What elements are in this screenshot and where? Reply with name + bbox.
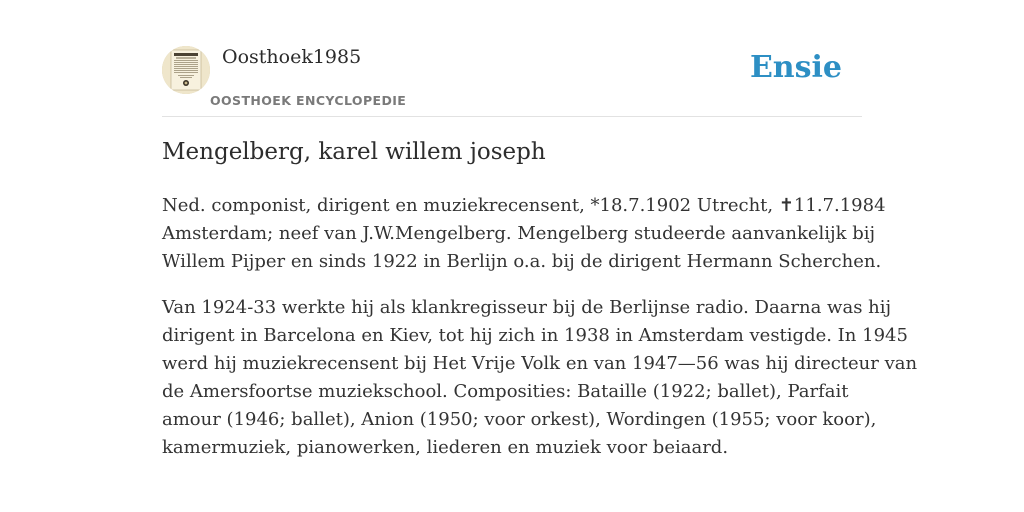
article-title: Mengelberg, karel willem joseph	[162, 139, 546, 165]
brand-logo[interactable]: Ensie	[749, 50, 842, 85]
paragraph-line: dirigent in Barcelona en Kiev, tot hij zich in 1938 in Amsterdam vestigde. In 1945	[162, 325, 908, 346]
avatar[interactable]	[162, 46, 210, 94]
paragraph-line: Amsterdam; neef van J.W.Mengelberg. Mengelberg studeerde aanvankelijk bij	[162, 223, 876, 244]
paragraph-line: Van 1924-33 werkte hij als klankregisseur bij de Berlijnse radio. Daarna was hij	[162, 297, 892, 318]
username[interactable]: Oosthoek1985	[222, 46, 362, 68]
paragraph-line: Willem Pijper en sinds 1922 in Berlijn o.a. bij de dirigent Hermann Scherchen.	[162, 251, 882, 272]
article-header	[162, 44, 862, 117]
paragraph-line: de Amersfoortse muziekschool. Composities: Bataille (1922; ballet), Parfait	[162, 381, 849, 402]
paragraph-line: Ned. componist, dirigent en muziekrecensent, *18.7.1902 Utrecht, ✝11.7.1984	[162, 195, 886, 216]
article-paragraph	[162, 192, 886, 276]
article-paragraph	[162, 294, 918, 462]
paragraph-line: kamermuziek, pianowerken, liederen en muziek voor beiaard.	[162, 437, 729, 458]
paragraph-line: werd hij muziekrecensent bij Het Vrije Volk en van 1947—56 was hij directeur van	[162, 353, 918, 374]
encyclopedia-page-icon	[162, 46, 210, 94]
source-label[interactable]: OOSTHOEK ENCYCLOPEDIE	[210, 93, 407, 108]
paragraph-line: amour (1946; ballet), Anion (1950; voor orkest), Wordingen (1955; voor koor),	[162, 409, 877, 430]
